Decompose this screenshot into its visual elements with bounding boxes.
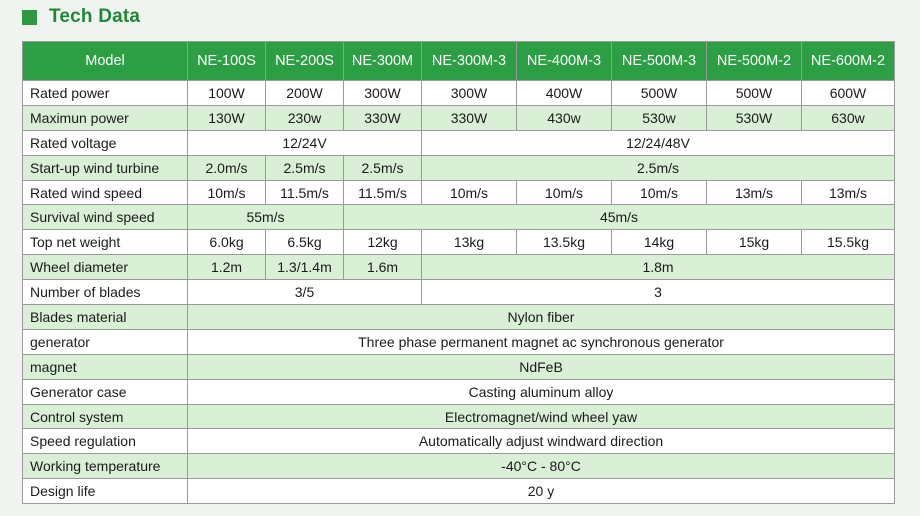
table-cell: 10m/s xyxy=(517,180,612,205)
table-cell: 1.6m xyxy=(344,255,422,280)
table-row xyxy=(23,130,895,155)
table-row xyxy=(23,255,895,280)
table-cell: 1.8m xyxy=(422,255,895,280)
row-label: Control system xyxy=(23,404,188,429)
table-cell: 10m/s xyxy=(188,180,266,205)
tech-data-table xyxy=(22,41,895,504)
table-cell: 500W xyxy=(707,81,802,106)
table-row xyxy=(23,105,895,130)
section-header xyxy=(22,5,140,29)
row-label: Start-up wind turbine xyxy=(23,155,188,180)
table-cell: 13m/s xyxy=(802,180,895,205)
table-row xyxy=(23,230,895,255)
row-label: Blades material xyxy=(23,305,188,330)
table-cell: Casting aluminum alloy xyxy=(188,379,895,404)
table-cell: 10m/s xyxy=(612,180,707,205)
table-cell: 100W xyxy=(188,81,266,106)
row-label: Maximun power xyxy=(23,105,188,130)
table-cell: 12/24/48V xyxy=(422,130,895,155)
table-cell: 3/5 xyxy=(188,280,422,305)
row-label: Design life xyxy=(23,479,188,504)
table-cell: Electromagnet/wind wheel yaw xyxy=(188,404,895,429)
table-cell: 2.5m/s xyxy=(422,155,895,180)
table-row xyxy=(23,305,895,330)
column-header: NE-300M-3 xyxy=(422,42,517,81)
table-cell: Automatically adjust windward direction xyxy=(188,429,895,454)
table-cell: 530w xyxy=(612,105,707,130)
column-header: NE-300M xyxy=(344,42,422,81)
table-row xyxy=(23,354,895,379)
row-label: Rated voltage xyxy=(23,130,188,155)
table-row xyxy=(23,205,895,230)
table-row xyxy=(23,81,895,106)
row-label: generator xyxy=(23,329,188,354)
table-row xyxy=(23,429,895,454)
table-cell: 13m/s xyxy=(707,180,802,205)
table-cell: 530W xyxy=(707,105,802,130)
table-cell: 45m/s xyxy=(344,205,895,230)
column-header: NE-200S xyxy=(266,42,344,81)
table-row xyxy=(23,155,895,180)
table-row xyxy=(23,479,895,504)
table-cell: 12/24V xyxy=(188,130,422,155)
table-row xyxy=(23,329,895,354)
table-row xyxy=(23,454,895,479)
table-cell: -40°C - 80°C xyxy=(188,454,895,479)
table-cell: 15.5kg xyxy=(802,230,895,255)
table-cell: 6.0kg xyxy=(188,230,266,255)
table-cell: 330W xyxy=(344,105,422,130)
table-cell: 2.5m/s xyxy=(344,155,422,180)
table-cell: 200W xyxy=(266,81,344,106)
section-title: Tech Data xyxy=(49,6,141,27)
row-label: Generator case xyxy=(23,379,188,404)
table-cell: 10m/s xyxy=(422,180,517,205)
table-cell: 11.5m/s xyxy=(266,180,344,205)
table-cell: 2.5m/s xyxy=(266,155,344,180)
section-marker-icon xyxy=(22,10,37,25)
table-cell: 600W xyxy=(802,81,895,106)
table-cell: 1.2m xyxy=(188,255,266,280)
table-cell: 130W xyxy=(188,105,266,130)
table-cell: 400W xyxy=(517,81,612,106)
table-cell: 6.5kg xyxy=(266,230,344,255)
column-header: NE-600M-2 xyxy=(802,42,895,81)
table-cell: 230w xyxy=(266,105,344,130)
table-cell: 12kg xyxy=(344,230,422,255)
column-header: Model xyxy=(23,42,188,81)
row-label: Rated power xyxy=(23,81,188,106)
row-label: Working temperature xyxy=(23,454,188,479)
table-cell: 500W xyxy=(612,81,707,106)
table-cell: NdFeB xyxy=(188,354,895,379)
row-label: Speed regulation xyxy=(23,429,188,454)
table-header-row xyxy=(23,42,895,81)
row-label: Wheel diameter xyxy=(23,255,188,280)
table-cell: 300W xyxy=(422,81,517,106)
table-cell: 55m/s xyxy=(188,205,344,230)
table-cell: 14kg xyxy=(612,230,707,255)
table-cell: 430w xyxy=(517,105,612,130)
table-cell: 1.3/1.4m xyxy=(266,255,344,280)
column-header: NE-400M-3 xyxy=(517,42,612,81)
table-cell: 13.5kg xyxy=(517,230,612,255)
column-header: NE-500M-2 xyxy=(707,42,802,81)
table-cell: 2.0m/s xyxy=(188,155,266,180)
table-row xyxy=(23,379,895,404)
table-cell: 15kg xyxy=(707,230,802,255)
row-label: Survival wind speed xyxy=(23,205,188,230)
table-row xyxy=(23,180,895,205)
table-row xyxy=(23,404,895,429)
table-cell: 630w xyxy=(802,105,895,130)
row-label: magnet xyxy=(23,354,188,379)
table-row xyxy=(23,280,895,305)
table-cell: 3 xyxy=(422,280,895,305)
table-cell: 300W xyxy=(344,81,422,106)
table-cell: 11.5m/s xyxy=(344,180,422,205)
table-cell: 330W xyxy=(422,105,517,130)
table-cell: 20 y xyxy=(188,479,895,504)
column-header: NE-500M-3 xyxy=(612,42,707,81)
column-header: NE-100S xyxy=(188,42,266,81)
row-label: Number of blades xyxy=(23,280,188,305)
row-label: Rated wind speed xyxy=(23,180,188,205)
table-cell: Nylon fiber xyxy=(188,305,895,330)
table-cell: 13kg xyxy=(422,230,517,255)
row-label: Top net weight xyxy=(23,230,188,255)
table-cell: Three phase permanent magnet ac synchronous generator xyxy=(188,329,895,354)
